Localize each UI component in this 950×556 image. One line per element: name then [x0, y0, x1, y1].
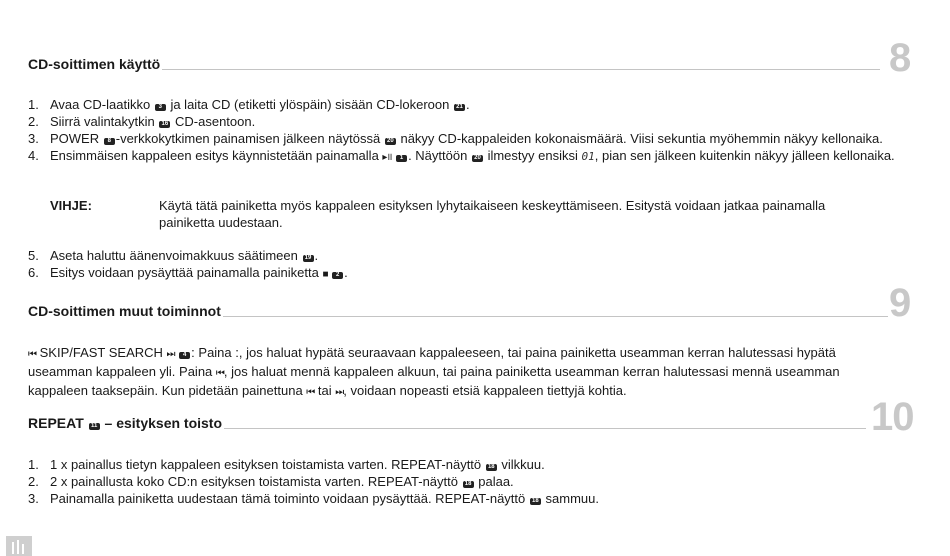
- section-10-number: 10: [871, 395, 914, 439]
- section-8-steps: [28, 96, 908, 166]
- skip-back-icon: ⏮: [28, 349, 36, 360]
- page-corner-logo-icon: [6, 536, 32, 556]
- section-10-steps: [28, 456, 908, 507]
- skip-forward-icon: ⏭: [166, 349, 175, 360]
- list-item: 1. 1 x painallus tietyn kappaleen esityksen toistamista varten. REPEAT-näyttö 18 vilkkuu.: [28, 457, 545, 472]
- section-9-text: ⏮ SKIP/FAST SEARCH ⏭ 4 : Paina :, jos haluat hypätä seuraavaan kappaleeseen, tai paina painiketta useamman kerran halutessasi hypätä useamman kappaleen yli. Paina ⏮, jos haluat mennä kappaleen alkuun, tai paina painiketta useamman kerran halutessasi mennä useamman kappaleen taaksepäin. Kun pidetään painettuna ⏮ tai ⏭, voidaan nopeasti etsiä kappaleen tiettyjä kohtia.: [28, 345, 840, 398]
- ref-badge: 20: [385, 138, 396, 145]
- section-10-title: REPEAT 11 – esityksen toisto: [28, 415, 223, 431]
- list-item: 6. Esitys voidaan pysäyttää painamalla painiketta ■ 2 .: [28, 265, 348, 280]
- ref-badge: 8: [104, 138, 115, 145]
- list-item: 5. Aseta haluttu äänenvoimakkuus säätimeen 19 .: [28, 248, 319, 263]
- list-item: 3. POWER 8 -verkkokytkimen painamisen jälkeen näytössä 20 näkyy CD-kappaleiden kokonaismäärä. Viisi sekuntia myöhemmin näkyy kellonaika.: [28, 131, 883, 146]
- skip-back-icon: ⏮: [215, 368, 224, 379]
- list-item: 1. Avaa CD-laatikko 3 ja laita CD (etiketti ylöspäin) sisään CD-lokeroon 21 .: [28, 97, 470, 112]
- ref-badge: 1: [396, 155, 407, 162]
- lcd-readout: 01: [581, 150, 595, 163]
- section-9-number: 9: [889, 281, 911, 325]
- ref-badge: 18: [530, 498, 541, 505]
- list-item: 2. 2 x painallusta koko CD:n esityksen toistamista varten. REPEAT-näyttö 18 palaa.: [28, 474, 514, 489]
- list-item: 3. Painamalla painiketta uudestaan tämä toiminto voidaan pysäyttää. REPEAT-näyttö 18 sammuu.: [28, 491, 599, 506]
- play-pause-icon: ▸॥: [382, 152, 392, 163]
- skip-forward-icon: ⏭: [335, 387, 344, 398]
- ref-badge: 18: [463, 481, 474, 488]
- list-item: 4. Ensimmäisen kappaleen esitys käynnistetään painamalla ▸॥ 1 . Näyttöön 20 ilmestyy ensiksi 01, pian sen jälkeen kuitenkin näkyy jälleen kellonaika.: [28, 148, 895, 163]
- ref-badge: 20: [472, 155, 483, 162]
- ref-badge: 18: [486, 464, 497, 471]
- stop-icon: ■: [322, 269, 328, 280]
- ref-badge: 11: [89, 423, 100, 430]
- list-item: 2. Siirrä valintakytkin 16 CD-asentoon.: [28, 114, 256, 129]
- ref-badge: 19: [303, 255, 314, 262]
- skip-back-icon: ⏮: [306, 387, 315, 398]
- section-8-title: CD-soittimen käyttö: [28, 56, 161, 72]
- section-9-heading: [28, 280, 888, 320]
- hint-label: VIHJE:: [50, 198, 92, 213]
- section-8-number: 8: [889, 36, 911, 80]
- ref-badge: 16: [159, 121, 170, 128]
- section-8-heading: [28, 33, 880, 73]
- section-8-steps-continued: [28, 247, 908, 283]
- ref-badge: 4: [179, 352, 190, 359]
- ref-badge: 3: [155, 104, 166, 111]
- ref-badge: 2: [332, 272, 343, 279]
- section-9-title: CD-soittimen muut toiminnot: [28, 303, 221, 319]
- ref-badge: 21: [454, 104, 465, 111]
- hint-text: Käytä tätä painiketta myös kappaleen esityksen lyhytaikaiseen keskeyttämiseen. Esitystä voidaan jatkaa painamalla painiketta uudestaan.: [159, 198, 826, 230]
- section-10-heading: [28, 392, 866, 432]
